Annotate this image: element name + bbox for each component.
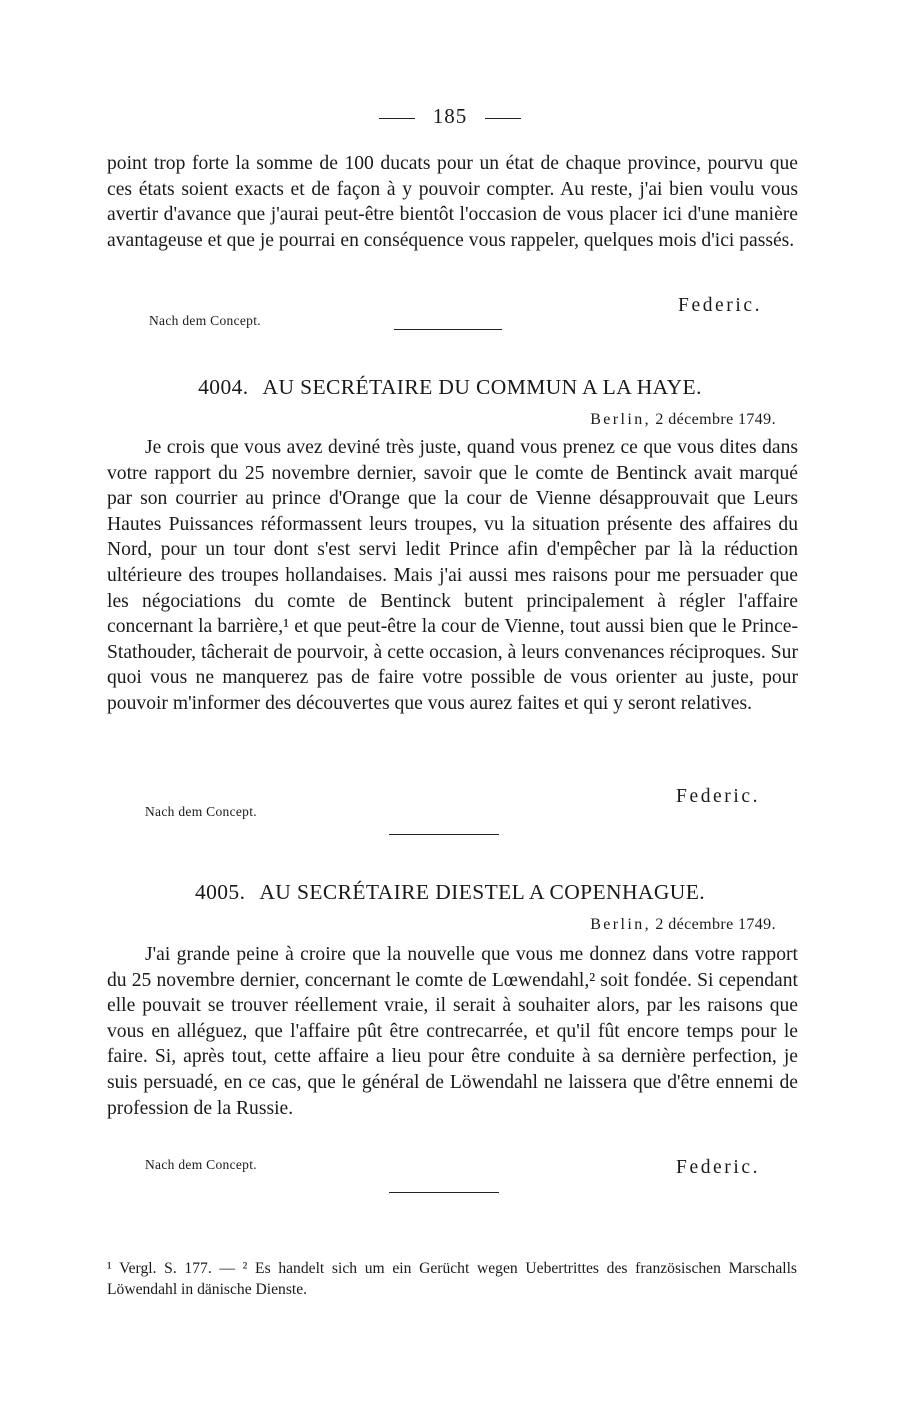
letter-4005-place: Berlin, xyxy=(590,916,651,933)
continuation-source-note: Nach dem Concept. xyxy=(149,313,261,328)
page-number xyxy=(0,104,900,129)
letter-4005-title: AU SECRÉTAIRE DIESTEL A COPENHAGUE. xyxy=(259,880,706,904)
letter-4004-body: Je crois que vous avez deviné très juste, quand vous prenez ce que vous dites dans votre rapport du 25 novembre dernier, savoir que le comte de Bentinck avait marqué par son courrier au prince d'Orange que la cour de Vienne désapprouvait que Leurs Hautes Puissances réformassent leurs troupes, vu la situation présente des affaires du Nord, pour un tour dont s'est servi ledit Prince afin d'empêcher par là la réduction ultérieure des troupes hollandaises. Mais j'ai aussi mes raisons pour me persuader que les négociations du comte de Bentinck butent principalement à régler l'affaire concernant la barrière,¹ et que peut-être la cour de Vienne, tout aussi bien que le Prince-Stathouder, tâcherait de pourvoir, à cette occasion, à leurs convenances réciproques. Sur quoi vous ne manquerez pas de faire votre possible de vous orienter au juste, pour pouvoir m'informer des découvertes que vous aurez faites et qui y seront relatives. xyxy=(107,437,798,714)
letter-4004-source-note: Nach dem Concept. xyxy=(145,804,257,819)
letter-4005-dateline xyxy=(590,916,776,934)
section-divider xyxy=(389,1192,499,1193)
letter-4004-dateline xyxy=(590,411,776,429)
letter-4004-place: Berlin, xyxy=(590,411,651,428)
letter-4005-source-note: Nach dem Concept. xyxy=(145,1157,257,1172)
letter-4005-body: J'ai grande peine à croire que la nouvelle que vous me donnez dans votre rapport du 25 novembre dernier, concernant le comte de Lœwendahl,² soit fondée. Si cependant elle pouvait se trouver réellement vraie, il serait à souhaiter alors, par les raisons que vous en alléguez, que l'affaire pût être contrecarrée, et qu'il fût encore temps pour le faire. Si, après tout, cette affaire a lieu pour être conduite à sa dernière perfection, je suis persuadé, en ce cas, que le général de Löwendahl ne laissera que d'être ennemi de profession de la Russie. xyxy=(107,944,798,1119)
letter-4004-number: 4004. xyxy=(198,375,249,399)
letter-4005-signature: Federic. xyxy=(676,1157,761,1178)
continuation-signature: Federic. xyxy=(678,295,763,316)
letter-4004-date: 2 décembre 1749. xyxy=(655,411,776,428)
page-number-text: 185 xyxy=(432,104,468,128)
footnotes: ¹ Vergl. S. 177. — ² Es handelt sich um ein Gerücht wegen Uebertrittes des französischen Marschalls Löwendahl in dänische Dienste. xyxy=(107,1260,797,1298)
page-number-dash-right xyxy=(485,118,521,119)
letter-4004-title: AU SECRÉTAIRE DU COMMUN A LA HAYE. xyxy=(262,375,702,399)
letter-4005-date: 2 décembre 1749. xyxy=(655,916,776,933)
letter-4004-signature: Federic. xyxy=(676,786,761,807)
continuation-paragraph: point trop forte la somme de 100 ducats pour un état de chaque province, pourvu que ces états soient exacts et de façon à y pouvoir compter. Au reste, j'ai bien voulu vous avertir d'avance que j'aurai peut-être bientôt l'occasion de vous placer ici d'une manière avantageuse et que je pourrai en conséquence vous rappeler, quelques mois d'ici passés. xyxy=(107,153,798,251)
letter-4005-heading xyxy=(0,880,900,905)
page-number-dash-left xyxy=(379,118,415,119)
letter-4004-heading xyxy=(0,375,900,400)
letter-4005-number: 4005. xyxy=(194,880,246,904)
section-divider xyxy=(389,834,499,835)
section-divider xyxy=(394,329,502,330)
